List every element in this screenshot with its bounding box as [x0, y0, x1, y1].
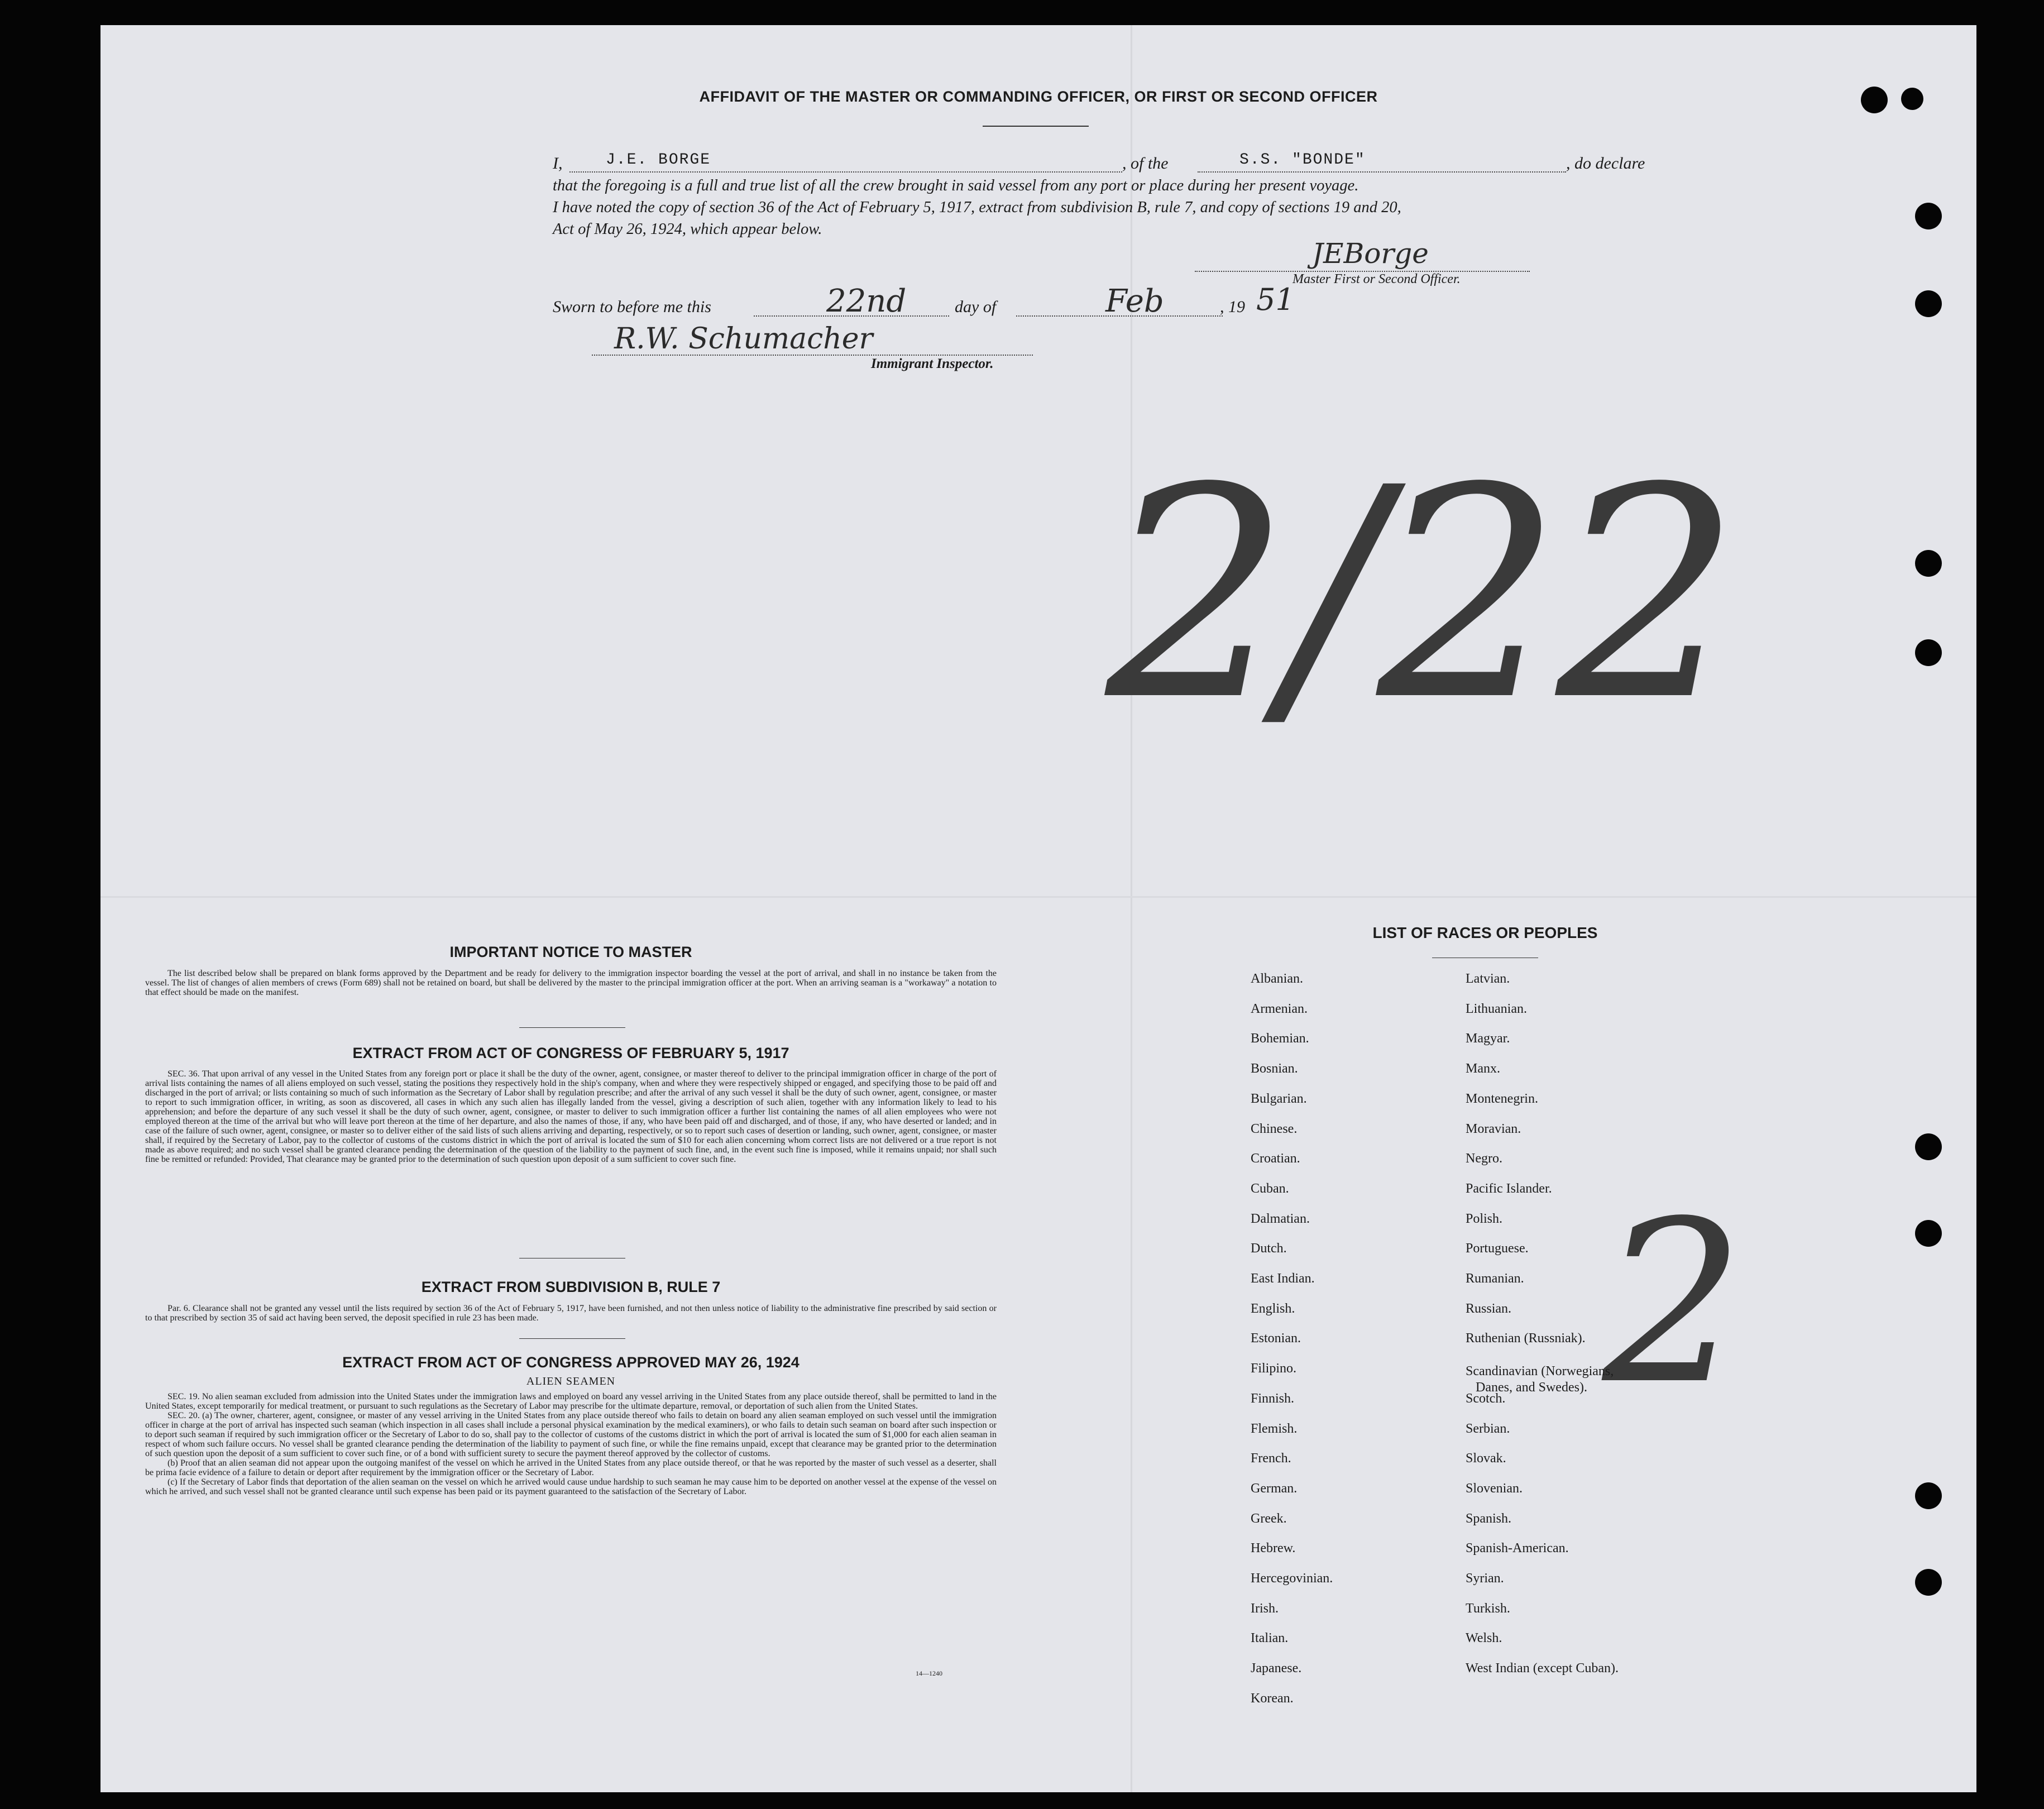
race-item: Slovenian.: [1466, 1481, 1523, 1496]
extract-1917-title: EXTRACT FROM ACT OF CONGRESS OF FEBRUARY 5, 1917: [352, 1045, 789, 1061]
race-item: Cuban.: [1251, 1181, 1289, 1196]
race-item: Italian.: [1251, 1631, 1289, 1646]
races-title: LIST OF RACES OR PEOPLES: [1372, 924, 1598, 941]
sworn-month-line: [1016, 315, 1223, 317]
race-item: Dalmatian.: [1251, 1211, 1310, 1226]
extract-1924-title: EXTRACT FROM ACT OF CONGRESS APPROVED MAY 26, 1924: [342, 1354, 800, 1371]
race-item: West Indian (except Cuban).: [1466, 1661, 1619, 1676]
sec20c-text: (c) If the Secretary of Labor finds that deportation of the alien seaman on the vessel on which he arrived would cause undue hardship to such seaman he may cause him to be deported on another vessel at the expense of the vessel on which he arrived, and such vessel shall not be granted clearance until such expense has been paid or its payment guaranteed to the satisfaction of the Secretary of Labor.: [145, 1477, 997, 1496]
declaration-line-2: that the foregoing is a full and true list of all the crew brought in said vessel from any port or place during her present voyage.: [553, 177, 1359, 194]
year-prefix: , 19: [1220, 298, 1245, 316]
binder-hole: [1915, 1569, 1942, 1596]
sworn-month: Feb: [1105, 283, 1164, 319]
race-item: Filipino.: [1251, 1361, 1297, 1376]
declaration-line-3: I have noted the copy of section 36 of the Act of February 5, 1917, extract from subdivision B, rule 7, and copy of sections 19 and 20,: [553, 199, 1401, 216]
race-item: Hebrew.: [1251, 1541, 1296, 1556]
sec19-text: SEC. 19. No alien seaman excluded from admission into the United States under the immigration laws and employed on board any vessel arriving in the United States from any place outside thereof, shall be permitted to land in the United States, except temporarily for medical treatment, or pursuant to such regulations as the Secretary of Labor may prescribe for the ultimate departure, removal, or deportation of such alien from the United States.: [145, 1392, 997, 1411]
race-item: Chinese.: [1251, 1121, 1298, 1136]
fold-line-horizontal: [100, 896, 1976, 898]
race-item: English.: [1251, 1301, 1295, 1316]
race-item: Armenian.: [1251, 1001, 1308, 1016]
race-item: Spanish.: [1466, 1511, 1512, 1526]
race-item: Welsh.: [1466, 1631, 1502, 1646]
race-item: Bosnian.: [1251, 1061, 1298, 1076]
vessel-name: S.S. "BONDE": [1239, 151, 1366, 169]
race-item: Rumanian.: [1466, 1271, 1524, 1286]
race-item: Japanese.: [1251, 1661, 1302, 1676]
do-declare-label: , do declare: [1566, 154, 1645, 173]
divider: [519, 1338, 625, 1339]
sworn-day: 22nd: [826, 283, 907, 319]
race-item: Latvian.: [1466, 972, 1510, 986]
date-annotation: 2/22: [1105, 425, 1735, 764]
extract-1917-text: SEC. 36. That upon arrival of any vessel in the United States from any foreign port or place it shall be the duty of the owner, agent, consignee, or master thereof to deliver to the principal immigration officer in charge of the port of arrival lists containing the names of all aliens employed on such vessel, stating the positions they respectively hold in the ship's company, when and where they were respectively shipped or engaged, and specifying those to be paid off and discharged in the port of arrival; or lists containing so much of such information as the Secretary of Labor shall by regulation prescribe; and after the arrival of any such vessel it shall be the duty of such owner, agent, consignee, or master to report to such immigration officer, in writing, as soon as discovered, all cases in which any such alien has illegally landed from the vessel, giving a description of such alien, together with any information likely to lead to his apprehension; and before the departure of any such vessel it shall be the duty of such owner, agent, consignee, or master to deliver to such immigration officer a further list containing the names of all alien employees who were not employed thereon at the time of the arrival but who will leave port thereon at the time of her departure, and also the names of those, if any, who have been paid off and discharged, and of those, if any, who have deserted or landed; and in case of the failure of such owner, agent, consignee, or master so to deliver either of the said lists of such aliens arriving and departing, respectively, or so to report such cases of desertion or landing, such owner, agent, consignee, or master shall, if required by the Secretary of Labor, pay to the collector of customs of the customs district in which the port of arrival is located the sum of $10 for each alien concerning whom correct lists are not delivered or a true report is not made as above required; and no such vessel shall be granted clearance pending the determination of the question of the liability to the payment of such fine, and, in the event such fine is imposed, while it remains unpaid; nor shall such fine be remitted or refunded: Provided, That clearance may be granted prior to the determination of such question upon deposit of a sum sufficient to cover such fine.: [145, 1069, 997, 1164]
race-item: Bulgarian.: [1251, 1091, 1307, 1106]
sec20b-text: (b) Proof that an alien seaman did not appear upon the outgoing manifest of the vessel on which he arrived in the United States from any place outside thereof, or that he was reported by the master of such vessel as a deserter, shall be prima facie evidence of a failure to detain or deport after requirement by the immigration officer or the Secretary of Labor.: [145, 1458, 997, 1477]
race-item: Portuguese.: [1466, 1241, 1529, 1256]
extract-1924-body: [145, 1392, 997, 1496]
rule7-body: [145, 1304, 997, 1323]
binder-hole: [1915, 203, 1942, 229]
of-the-label: , of the: [1122, 154, 1169, 173]
race-item: Irish.: [1251, 1601, 1279, 1616]
race-item: Moravian.: [1466, 1121, 1521, 1136]
race-item: Danes, and Swedes).: [1476, 1380, 1587, 1395]
race-item: German.: [1251, 1481, 1298, 1496]
race-item: Serbian.: [1466, 1421, 1510, 1436]
race-item: Lithuanian.: [1466, 1001, 1527, 1016]
race-item: Russian.: [1466, 1301, 1512, 1316]
sec20a-text: SEC. 20. (a) The owner, charterer, agent, consignee, or master of any vessel arriving in the United States from any place outside thereof who fails to detain on board any alien seaman employed on such vessel until the immigration officer in charge at the port of arrival has inspected such seaman (which inspection in all cases shall include a personal physical examination by the medical examiners), or who fails to detain such seaman on board after such inspection or to deport such seaman if required by such immigration officer or the Secretary of Labor to do so, shall pay to the collector of customs of the customs district in which the port of arrival is located the sum of $1,000 for each alien seaman in respect of whom such failure occurs. No vessel shall be granted clearance pending the determination of the liability to payment of such fine, or while the fine remains unpaid, except that clearance may be granted prior to the determination of such question upon the deposit of a sum sufficient to cover such fine, or of a bond with sufficient surety to secure the payment thereof approved by the collector of customs.: [145, 1411, 997, 1458]
race-item: Slovak.: [1466, 1451, 1506, 1466]
race-item: Greek.: [1251, 1511, 1287, 1526]
rule7-title: EXTRACT FROM SUBDIVISION B, RULE 7: [421, 1279, 721, 1295]
binder-hole: [1915, 1482, 1942, 1509]
binder-hole: [1915, 1133, 1942, 1160]
race-item: Flemish.: [1251, 1421, 1298, 1436]
race-item: Hercegovinian.: [1251, 1571, 1333, 1586]
binder-hole: [1915, 550, 1942, 577]
race-item: Finnish.: [1251, 1391, 1295, 1406]
race-item: Polish.: [1466, 1211, 1503, 1226]
master-name-line: [569, 171, 1122, 173]
race-item: Bohemian.: [1251, 1031, 1309, 1046]
race-item: Ruthenian (Russniak).: [1466, 1331, 1586, 1346]
race-item: Dutch.: [1251, 1241, 1287, 1256]
race-item: Spanish-American.: [1466, 1541, 1569, 1556]
divider: [519, 1027, 625, 1028]
inspector-signature: R.W. Schumacher: [614, 322, 873, 356]
sworn-label: Sworn to before me this: [553, 298, 711, 316]
inspector-line: [592, 355, 1033, 356]
race-item: Korean.: [1251, 1691, 1294, 1706]
race-item: Negro.: [1466, 1151, 1502, 1166]
extract-1917-body: [145, 1069, 997, 1164]
affidavit-title: AFFIDAVIT OF THE MASTER OR COMMANDING OFFICER, OR FIRST OR SECOND OFFICER: [699, 88, 1378, 105]
race-item: Syrian.: [1466, 1571, 1504, 1586]
inspector-label: Immigrant Inspector.: [871, 356, 994, 371]
day-of-label: day of: [955, 298, 997, 316]
race-item: Montenegrin.: [1466, 1091, 1538, 1106]
form-number: 14—1240: [916, 1669, 942, 1677]
year-suffix: 51: [1256, 282, 1295, 317]
master-signature: JEBorge: [1312, 237, 1429, 270]
declaration-line-4: Act of May 26, 1924, which appear below.: [553, 221, 822, 238]
alien-seamen-subtitle: ALIEN SEAMEN: [526, 1375, 616, 1387]
notice-body: [145, 969, 997, 997]
title-rule: [983, 126, 1089, 127]
race-item: Manx.: [1466, 1061, 1500, 1076]
race-item: French.: [1251, 1451, 1291, 1466]
race-item: Turkish.: [1466, 1601, 1510, 1616]
binder-hole: [1915, 639, 1942, 666]
race-item: Albanian.: [1251, 972, 1303, 986]
binder-hole: [1915, 1220, 1942, 1247]
race-item: Scotch.: [1466, 1391, 1506, 1406]
page-mark: 2: [1602, 1174, 1745, 1433]
sworn-day-line: [754, 315, 949, 317]
race-item: Pacific Islander.: [1466, 1181, 1552, 1196]
notice-text: The list described below shall be prepared on blank forms approved by the Department and be ready for delivery to the immigration inspector boarding the vessel at the port of arrival, and shall in no instance be taken from the vessel. The list of changes of alien members of crews (Form 689) shall not be retained on board, but shall be delivered by the master to the principal immigration officer at the port. When an arriving seaman is a "workaway" a notation to that effect should be made on the manifest.: [145, 969, 997, 997]
i-label: I,: [553, 154, 563, 173]
race-item: Scandinavian (Norwegians,: [1466, 1364, 1614, 1379]
document-sheet: [100, 25, 1976, 1792]
rule7-text: Par. 6. Clearance shall not be granted any vessel until the lists required by section 36 of the Act of February 5, 1917, have been furnished, and not then unless notice of liability to the administrative fine prescribed by said section or to that prescribed by section 35 of said act having been served, the deposit specified in rule 23 has been made.: [145, 1304, 997, 1323]
race-item: Magyar.: [1466, 1031, 1510, 1046]
vessel-name-line: [1198, 171, 1566, 173]
officer-label: Master First or Second Officer.: [1293, 272, 1461, 286]
notice-title: IMPORTANT NOTICE TO MASTER: [449, 944, 692, 960]
binder-hole: [1915, 290, 1942, 317]
master-name: J.E. BORGE: [606, 151, 711, 169]
race-item: Croatian.: [1251, 1151, 1300, 1166]
race-item: Estonian.: [1251, 1331, 1301, 1346]
race-item: East Indian.: [1251, 1271, 1315, 1286]
